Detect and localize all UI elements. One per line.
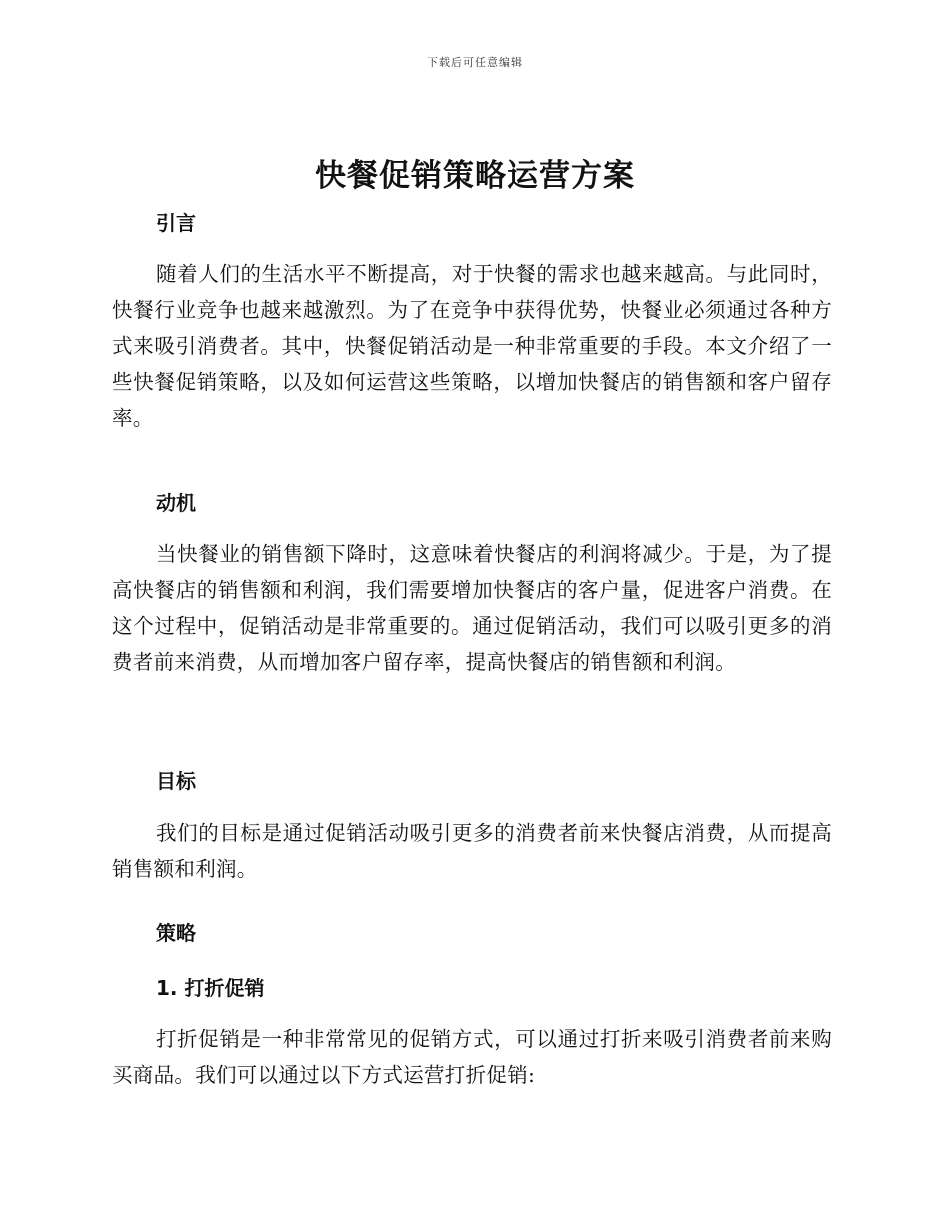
- section-heading-introduction: 引言: [156, 211, 196, 235]
- section-heading-discount: 1. 打折促销: [156, 976, 265, 1000]
- section-heading-motivation: 动机: [156, 491, 196, 515]
- header-note: 下载后可任意编辑: [427, 56, 523, 69]
- document-title: 快餐促销策略运营方案: [315, 158, 635, 194]
- section-paragraph-introduction: 随着人们的生活水平不断提高，对于快餐的需求也越来越高。与此同时，快餐行业竞争也越来越激烈。为了在竞争中获得优势，快餐业必须通过各种方式来吸引消费者。其中，快餐促销活动是一种非常重要的手段。本文介绍了一些快餐促销策略，以及如何运营这些策略，以增加快餐店的销售额和客户留存率。: [112, 262, 832, 430]
- section-paragraph-discount: 打折促销是一种非常常见的促销方式，可以通过打折来吸引消费者前来购买商品。我们可以通过以下方式运营打折促销:: [112, 1027, 832, 1087]
- section-paragraph-goal: 我们的目标是通过促销活动吸引更多的消费者前来快餐店消费，从而提高销售额和利润。: [112, 821, 832, 881]
- section-heading-goal: 目标: [156, 769, 196, 793]
- section-heading-strategy: 策略: [156, 921, 196, 945]
- section-paragraph-motivation: 当快餐业的销售额下降时，这意味着快餐店的利润将减少。于是，为了提高快餐店的销售额和利润，我们需要增加快餐店的客户量，促进客户消费。在这个过程中，促销活动是非常重要的。通过促销活动，我们可以吸引更多的消费者前来消费，从而增加客户留存率，提高快餐店的销售额和利润。: [112, 542, 832, 674]
